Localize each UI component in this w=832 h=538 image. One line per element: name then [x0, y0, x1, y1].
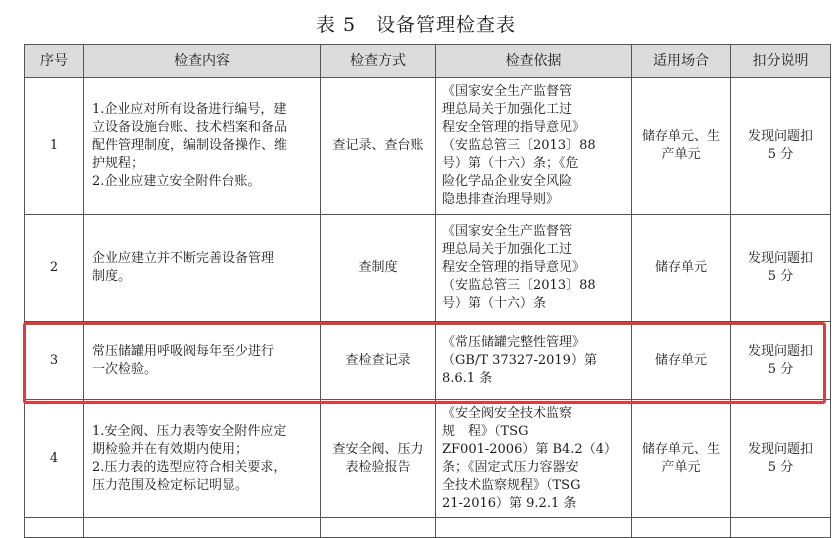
- header-place: 适用场合: [632, 45, 731, 78]
- header-basis: 检查依据: [436, 45, 632, 78]
- cell-text-line: 查记录、查台账: [332, 138, 424, 153]
- cell-text-line: 期检验并在有效期内使用；: [92, 441, 249, 457]
- cell-place: [632, 78, 731, 215]
- cell-text-line: 查制度: [358, 260, 398, 275]
- cell-text-line: 程安全管理的指导意见》: [442, 260, 586, 275]
- cell-deduct: [731, 322, 831, 400]
- cell-text-line: 《安全阀安全技术监察: [442, 405, 573, 421]
- cell-text-line: 8.6.1 条: [442, 370, 493, 386]
- cell-content: [84, 322, 321, 400]
- cell-text-line: 储存单元、生: [641, 129, 720, 144]
- cell-method: [321, 322, 436, 400]
- cell-deduct: [731, 215, 831, 322]
- table-row: [25, 78, 831, 215]
- cell-basis: [436, 400, 632, 518]
- cell-place: [632, 215, 731, 322]
- cell-method: [321, 400, 436, 518]
- table-row: [25, 215, 831, 322]
- cell-text-line: 2.企业应建立安全附件台账。: [92, 174, 261, 189]
- cell-text-line: 压力范围及检定标记明显。: [92, 477, 249, 493]
- cell-text-line: 《常压储罐完整性管理》: [442, 334, 586, 350]
- cell-text-line: 查检查记录: [345, 352, 411, 368]
- cell-text-line: 制度。: [92, 269, 132, 284]
- cell-text-line: 1.企业应对所有设备进行编号，建: [92, 102, 287, 117]
- cell-text-line: 立设备设施台账、技术档案和备品: [92, 120, 288, 135]
- cell-text-line: 护规程；: [92, 156, 145, 171]
- cell-method: [321, 215, 436, 322]
- cell-text-line: 2.压力表的选型应符合相关要求，: [92, 459, 287, 475]
- cell-text-line: 程安全管理的指导意见》: [442, 120, 586, 135]
- cell-text-line: 5 分: [767, 459, 794, 475]
- cell-text-line: 条；《固定式压力容器安: [442, 459, 579, 475]
- cell-basis: [436, 322, 632, 400]
- header-row: [25, 45, 831, 78]
- cell-text-line: 21-2016）第 9.2.1 条: [442, 495, 577, 511]
- cell-text-line: （安监总管三〔2013〕88: [442, 278, 596, 293]
- table-row: [25, 322, 831, 400]
- header-deduct: 扣分说明: [731, 45, 831, 78]
- cell-text-line: （GB/T 37327-2019）第: [442, 352, 597, 368]
- cell-text-line: 全技术监察规程》（TSG: [442, 477, 581, 493]
- cell-text-line: 一次检验。: [92, 361, 158, 377]
- cell-text-line: 5 分: [767, 361, 794, 377]
- cell-text-line: 1.安全阀、压力表等安全附件应定: [92, 423, 287, 439]
- cell-text-line: 理总局关于加强化工过: [442, 242, 573, 257]
- cell-text-line: 发现问题扣: [747, 129, 813, 144]
- table-row-partial: [25, 518, 831, 538]
- cell-text-line: 发现问题扣: [747, 343, 813, 359]
- cell-place: [632, 322, 731, 400]
- cell-text-line: 《国家安全生产监督管: [442, 224, 573, 239]
- cell-text-line: 险化学品企业安全风险: [442, 174, 573, 189]
- cell-text-line: 号）第（十六）条；《危: [442, 156, 579, 171]
- cell-text-line: 《国家安全生产监督管: [442, 84, 573, 99]
- cell-text-line: 产单元: [661, 147, 701, 162]
- header-seq: 序号: [25, 45, 84, 78]
- cell-text-line: 发现问题扣: [747, 251, 813, 266]
- cell-text-line: 查安全阀、压力: [332, 441, 424, 457]
- equipment-inspection-table: [24, 44, 831, 538]
- cell-text-line: 储存单元: [654, 260, 707, 275]
- cell-text-line: 储存单元、生: [641, 441, 720, 457]
- cell-deduct: [731, 78, 831, 215]
- cell-seq: 3: [25, 322, 84, 400]
- cell-text-line: 理总局关于加强化工过: [442, 102, 573, 117]
- cell-place: [632, 400, 731, 518]
- cell-text-line: 发现问题扣: [747, 441, 813, 457]
- header-content: 检查内容: [84, 45, 321, 78]
- cell-text-line: 产单元: [661, 459, 701, 475]
- cell-seq: 1: [25, 78, 84, 215]
- cell-text-line: 储存单元: [654, 352, 707, 368]
- cell-text-line: ZF001-2006）第 B4.2（4）: [442, 441, 617, 457]
- cell-deduct: [731, 400, 831, 518]
- cell-basis: [436, 78, 632, 215]
- cell-text-line: （安监总管三〔2013〕88: [442, 138, 596, 153]
- cell-text-line: 企业应建立并不断完善设备管理: [92, 251, 275, 266]
- table-row: [25, 400, 831, 518]
- cell-text-line: 表检验报告: [345, 459, 411, 475]
- table-title: 表 5 设备管理检查表: [315, 14, 517, 36]
- cell-basis: [436, 215, 632, 322]
- cell-content: [84, 78, 321, 215]
- header-method: 检查方式: [321, 45, 436, 78]
- cell-text-line: 规 程》（TSG: [442, 423, 529, 439]
- cell-text-line: 5 分: [767, 147, 794, 162]
- cell-seq: 2: [25, 215, 84, 322]
- cell-content: [84, 400, 321, 518]
- cell-method: [321, 78, 436, 215]
- cell-content: [84, 215, 321, 322]
- cell-text-line: 配件管理制度，编制设备操作、维: [92, 138, 288, 153]
- cell-text-line: 号）第（十六）条: [442, 296, 547, 311]
- cell-text-line: 5 分: [767, 269, 794, 284]
- cell-text-line: 隐患排查治理导则》: [442, 192, 560, 207]
- cell-text-line: 常压储罐用呼吸阀每年至少进行: [92, 343, 275, 359]
- cell-seq: 4: [25, 400, 84, 518]
